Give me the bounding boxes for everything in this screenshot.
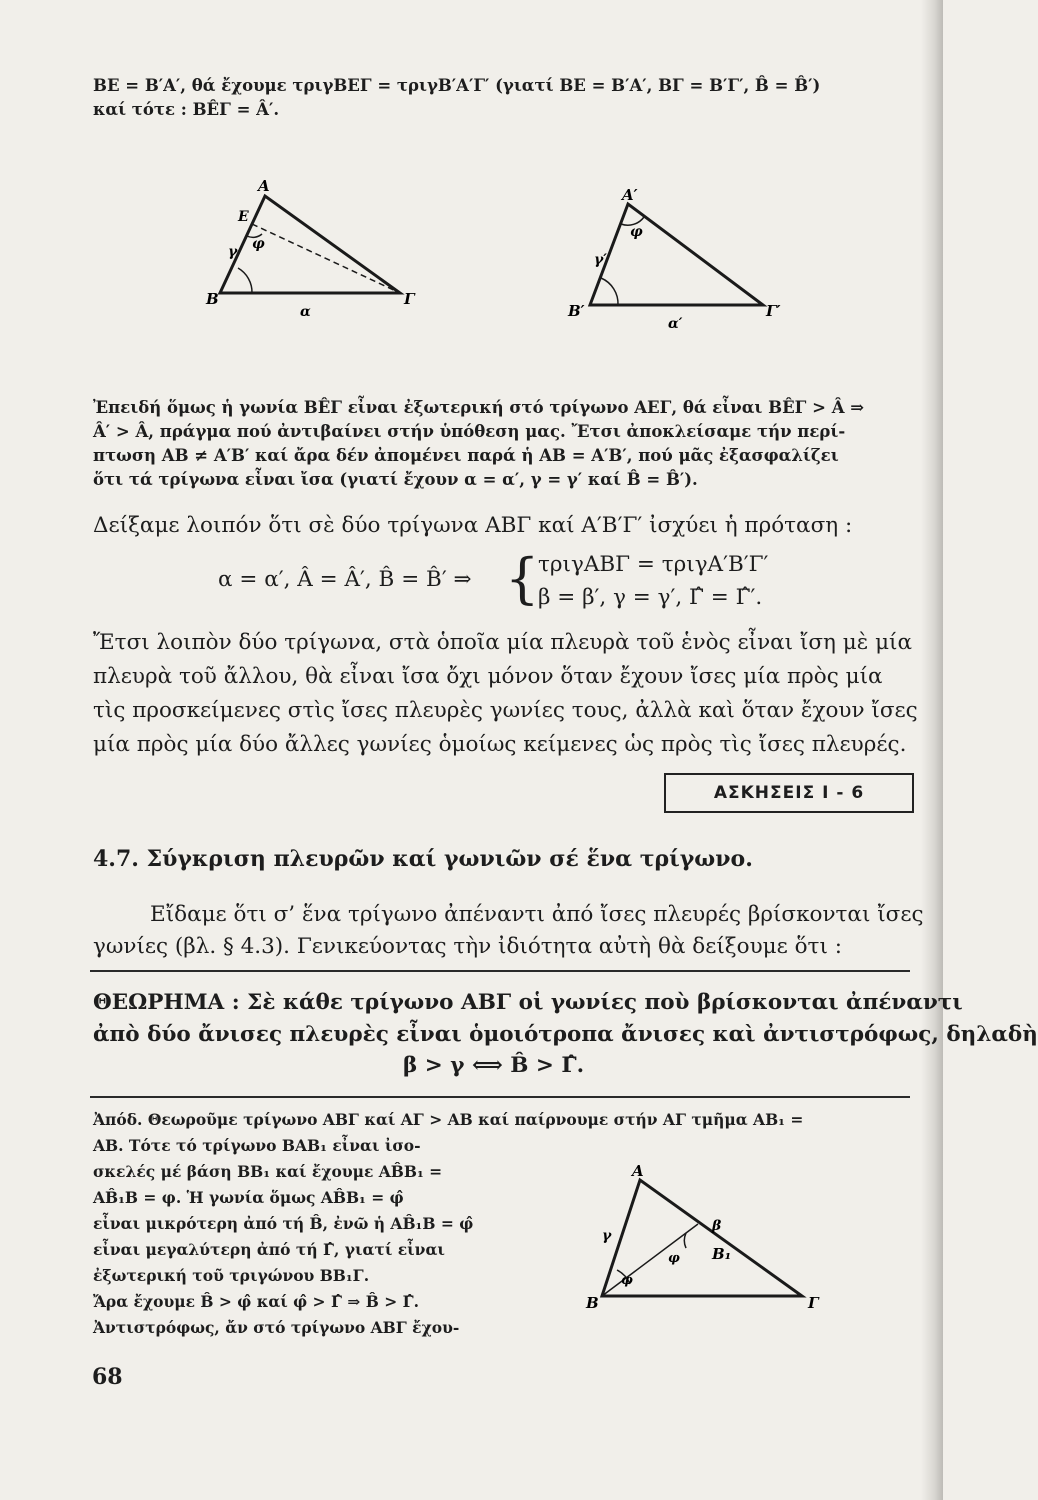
- implication-right-bottom: β = β′, γ = γ′, Γ̂ = Γ̂′.: [538, 585, 763, 610]
- side-label: γ: [228, 244, 238, 260]
- text-line: πτωση ΑΒ ≠ Α′Β′ καί ἄρα δέν ἀπομένει παρά ἡ ΑΒ = Α′Β′, πού μᾶς ἐξασφαλίζει: [93, 446, 839, 465]
- angle-label: φ: [252, 236, 265, 252]
- proof-line: ἐξωτερική τοῦ τριγώνου ΒΒ₁Γ.: [93, 1266, 370, 1285]
- vertex-label: B: [586, 1294, 599, 1312]
- exercises-box: ΑΣΚΗΣΕΙΣ Ι - 6: [664, 773, 914, 813]
- text-line: τὶς προσκείμενες στὶς ἴσες πλευρὲς γωνίες τους, ἀλλὰ καὶ ὅταν ἔχουν ἴσες: [93, 698, 918, 723]
- theorem-line: ἀπὸ δύο ἄνισες πλευρὲς εἶναι ὁμοιότροπα ἄνισες καὶ ἀντιστρόφως, δηλαδὴ: [93, 1022, 1038, 1047]
- vertex-label: Γ′: [766, 302, 781, 320]
- vertex-label: Γ: [808, 1294, 819, 1312]
- text-line: γωνίες (βλ. § 4.3). Γενικεύοντας τὴν ἰδιότητα αὐτὴ θὰ δείξουμε ὅτι :: [93, 934, 842, 959]
- page-edge-shadow: [921, 0, 943, 1500]
- proof-line: ΑΒ. Τότε τό τρίγωνο ΒΑΒ₁ εἶναι ἰσο-: [93, 1136, 421, 1155]
- text-line: Εἴδαμε ὅτι σ’ ἕνα τρίγωνο ἀπέναντι ἀπό ἴσες πλευρές βρίσκονται ἴσες: [150, 902, 924, 927]
- angle-label: φ: [630, 224, 643, 240]
- vertex-label: E: [238, 209, 249, 225]
- side-label: β: [712, 1218, 722, 1234]
- proof-line: Ἄρα ἔχουμε B̂ > φ̂ καί φ̂ > Γ̂ ⇒ B̂ > Γ̂.: [93, 1292, 420, 1311]
- angle-label: φ: [668, 1251, 680, 1266]
- brace-symbol: {: [505, 547, 540, 610]
- proof-line: εἶναι μεγαλύτερη ἀπό τή Γ̂, γιατί εἶναι: [93, 1240, 445, 1259]
- proof-line: Ἀπόδ. Θεωροῦμε τρίγωνο ΑΒΓ καί ΑΓ > ΑΒ καί παίρνουμε στήν ΑΓ τμῆμα ΑΒ₁ =: [93, 1110, 804, 1129]
- text-line: Â′ > Â, πράγμα πού ἀντιβαίνει στήν ὑπόθεση μας. Ἔτσι ἀποκλείσαμε τήν περί-: [93, 422, 846, 441]
- section-heading: 4.7. Σύγκριση πλευρῶν καί γωνιῶν σέ ἕνα τρίγωνο.: [93, 846, 753, 872]
- triangle-figure-3: [562, 1158, 842, 1318]
- side-label: γ: [602, 1228, 612, 1244]
- theorem-formula: β > γ ⟺ B̂ > Γ̂.: [403, 1053, 585, 1078]
- theorem-line: ΘΕΩΡΗΜΑ : Σὲ κάθε τρίγωνο ΑΒΓ οἱ γωνίες ποὺ βρίσκονται ἀπέναντι: [93, 990, 963, 1015]
- side-label: γ′: [594, 252, 607, 268]
- vertex-label: B: [206, 290, 219, 308]
- page-number: 68: [92, 1364, 123, 1390]
- triangle-figure-2: [558, 184, 808, 334]
- implication-left: α = α′, Â = Â′, B̂ = B̂′ ⇒: [218, 567, 472, 592]
- vertex-label: B′: [568, 302, 585, 320]
- text-line: Ἐπειδή ὅμως ἡ γωνία ΒÊΓ εἶναι ἐξωτερική στό τρίγωνο ΑΕΓ, θά εἶναι ΒÊΓ > Â ⇒: [93, 398, 865, 417]
- vertex-label: A: [258, 177, 270, 195]
- text-line: Δείξαμε λοιπόν ὅτι σὲ δύο τρίγωνα ΑΒΓ καί Α′Β′Γ′ ἰσχύει ἡ πρόταση :: [93, 513, 853, 538]
- triangle-figure-1: [190, 176, 420, 326]
- text-line: ΒΕ = Β′Α′, θά ἔχουμε τριγΒΕΓ = τριγΒ′Α′Γ′ (γιατί ΒΕ = Β′Α′, ΒΓ = Β′Γ′, B̂ = B̂′): [93, 76, 821, 95]
- vertex-label: A: [632, 1162, 644, 1180]
- vertex-label: A′: [622, 186, 638, 204]
- proof-line: εἶναι μικρότερη ἀπό τή B̂, ἐνῶ ἡ ΑB̂₁Β = φ̂: [93, 1214, 474, 1233]
- proof-line: Ἀντιστρόφως, ἄν στό τρίγωνο ΑΒΓ ἔχου-: [93, 1318, 460, 1337]
- side-label: α′: [668, 316, 683, 332]
- proof-line: ΑB̂₁Β = φ. Ἡ γωνία ὅμως ΑB̂Β₁ = φ̂: [93, 1188, 404, 1207]
- text-line: καί τότε : ΒÊΓ = Â′.: [93, 100, 280, 119]
- text-line: πλευρὰ τοῦ ἄλλου, θὰ εἶναι ἴσα ὄχι μόνον ὅταν ἔχουν ἴσες μία πρὸς μία: [93, 664, 883, 689]
- theorem-top-rule: [90, 970, 910, 972]
- vertex-label: B₁: [712, 1245, 732, 1263]
- angle-label: φ: [621, 1273, 633, 1288]
- text-line: Ἔτσι λοιπὸν δύο τρίγωνα, στὰ ὁποῖα μία πλευρὰ τοῦ ἑνὸς εἶναι ἴση μὲ μία: [93, 630, 913, 655]
- text-line: ὅτι τά τρίγωνα εἶναι ἴσα (γιατί ἔχουν α = α′, γ = γ′ καί B̂ = B̂′).: [93, 470, 698, 489]
- implication-right-top: τριγΑΒΓ = τριγΑ′Β′Γ′: [538, 552, 769, 577]
- side-label: α: [300, 304, 311, 320]
- vertex-label: Γ: [404, 290, 415, 308]
- text-line: μία πρὸς μία δύο ἄλλες γωνίες ὁμοίως κείμενες ὡς πρὸς τὶς ἴσες πλευρές.: [93, 732, 907, 757]
- theorem-bottom-rule: [90, 1096, 910, 1098]
- proof-line: σκελές μέ βάση ΒΒ₁ καί ἔχουμε ΑB̂Β₁ =: [93, 1162, 443, 1181]
